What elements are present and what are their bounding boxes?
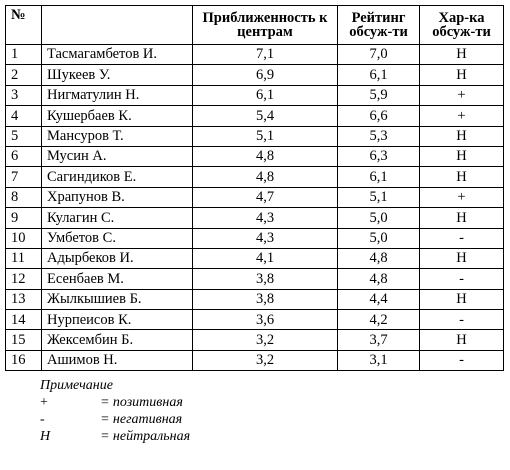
cell-num: 16 — [6, 350, 42, 370]
cell-name: Нурпеисов К. — [42, 310, 193, 330]
header-name — [42, 6, 193, 45]
cell-character: - — [420, 228, 504, 248]
table-row — [6, 289, 504, 309]
cell-name: Храпунов В. — [42, 187, 193, 207]
cell-character: Н — [420, 146, 504, 166]
cell-character: + — [420, 85, 504, 105]
cell-character: Н — [420, 208, 504, 228]
legend-row-negative — [5, 411, 503, 428]
legend-symbol: Н — [40, 429, 51, 445]
legend-meaning: негативная — [112, 412, 183, 428]
table-row — [6, 85, 504, 105]
cell-proximity: 6,9 — [193, 65, 338, 85]
cell-num: 4 — [6, 106, 42, 126]
cell-rating: 4,8 — [338, 248, 420, 268]
table-row — [6, 187, 504, 207]
cell-num: 11 — [6, 248, 42, 268]
table-row — [6, 106, 504, 126]
cell-rating: 6,1 — [338, 167, 420, 187]
table-row — [6, 126, 504, 146]
cell-name: Жексембин Б. — [42, 330, 193, 350]
cell-name: Нигматулин Н. — [42, 85, 193, 105]
legend-row-neutral — [5, 428, 503, 445]
table-row — [6, 146, 504, 166]
cell-proximity: 3,8 — [193, 269, 338, 289]
legend-symbol: + — [40, 395, 48, 411]
cell-character: Н — [420, 330, 504, 350]
cell-proximity: 3,6 — [193, 310, 338, 330]
ratings-table — [5, 5, 504, 371]
table-row — [6, 350, 504, 370]
cell-character: + — [420, 106, 504, 126]
cell-name: Мансуров Т. — [42, 126, 193, 146]
cell-name: Кушербаев К. — [42, 106, 193, 126]
table-row — [6, 208, 504, 228]
table-header-row — [6, 6, 504, 45]
table-row — [6, 65, 504, 85]
cell-rating: 6,6 — [338, 106, 420, 126]
cell-proximity: 3,2 — [193, 330, 338, 350]
cell-character: Н — [420, 65, 504, 85]
cell-rating: 4,4 — [338, 289, 420, 309]
cell-character: Н — [420, 126, 504, 146]
cell-proximity: 3,2 — [193, 350, 338, 370]
cell-rating: 5,0 — [338, 228, 420, 248]
cell-character: - — [420, 310, 504, 330]
table-row — [6, 269, 504, 289]
header-num: № — [6, 6, 42, 45]
cell-character: Н — [420, 289, 504, 309]
cell-name: Мусин А. — [42, 146, 193, 166]
cell-character: - — [420, 350, 504, 370]
cell-name: Шукеев У. — [42, 65, 193, 85]
cell-num: 5 — [6, 126, 42, 146]
legend-row-positive — [5, 394, 503, 411]
cell-num: 8 — [6, 187, 42, 207]
cell-num: 7 — [6, 167, 42, 187]
cell-name: Ашимов Н. — [42, 350, 193, 370]
document — [5, 5, 503, 445]
table-row — [6, 330, 504, 350]
cell-proximity: 7,1 — [193, 45, 338, 65]
cell-num: 6 — [6, 146, 42, 166]
table-row — [6, 228, 504, 248]
cell-proximity: 4,3 — [193, 228, 338, 248]
table-row — [6, 248, 504, 268]
cell-num: 15 — [6, 330, 42, 350]
cell-name: Сагиндиков Е. — [42, 167, 193, 187]
cell-num: 1 — [6, 45, 42, 65]
cell-num: 13 — [6, 289, 42, 309]
cell-num: 14 — [6, 310, 42, 330]
cell-num: 10 — [6, 228, 42, 248]
cell-proximity: 4,7 — [193, 187, 338, 207]
cell-name: Кулагин С. — [42, 208, 193, 228]
cell-proximity: 6,1 — [193, 85, 338, 105]
cell-proximity: 5,4 — [193, 106, 338, 126]
legend-equals: = — [101, 429, 109, 445]
cell-num: 12 — [6, 269, 42, 289]
cell-rating: 5,1 — [338, 187, 420, 207]
cell-rating: 3,1 — [338, 350, 420, 370]
cell-rating: 5,0 — [338, 208, 420, 228]
cell-proximity: 5,1 — [193, 126, 338, 146]
cell-num: 9 — [6, 208, 42, 228]
cell-rating: 4,2 — [338, 310, 420, 330]
legend-equals: = — [101, 395, 109, 411]
table-row — [6, 310, 504, 330]
cell-rating: 3,7 — [338, 330, 420, 350]
cell-name: Тасмагамбетов И. — [42, 45, 193, 65]
legend-symbol: - — [40, 412, 45, 428]
cell-proximity: 4,8 — [193, 146, 338, 166]
cell-rating: 7,0 — [338, 45, 420, 65]
cell-rating: 6,1 — [338, 65, 420, 85]
table-row — [6, 45, 504, 65]
cell-name: Адырбеков И. — [42, 248, 193, 268]
table-note — [5, 377, 503, 445]
cell-proximity: 4,8 — [193, 167, 338, 187]
legend-meaning: нейтральная — [112, 429, 191, 445]
header-character: Хар-ка обсуж-ти — [420, 6, 504, 45]
header-proximity: Приближенность к центрам — [193, 6, 338, 45]
legend-equals: = — [101, 412, 109, 428]
cell-character: Н — [420, 248, 504, 268]
cell-num: 2 — [6, 65, 42, 85]
cell-name: Есенбаев М. — [42, 269, 193, 289]
cell-name: Жылкышиев Б. — [42, 289, 193, 309]
cell-rating: 6,3 — [338, 146, 420, 166]
cell-proximity: 4,3 — [193, 208, 338, 228]
cell-num: 3 — [6, 85, 42, 105]
cell-name: Умбетов С. — [42, 228, 193, 248]
cell-proximity: 4,1 — [193, 248, 338, 268]
legend-meaning: позитивная — [112, 395, 183, 411]
cell-character: - — [420, 269, 504, 289]
cell-character: Н — [420, 167, 504, 187]
cell-rating: 5,3 — [338, 126, 420, 146]
header-rating: Рейтинг обсуж-ти — [338, 6, 420, 45]
note-title: Примечание — [40, 378, 113, 394]
cell-proximity: 3,8 — [193, 289, 338, 309]
cell-rating: 4,8 — [338, 269, 420, 289]
cell-character: Н — [420, 45, 504, 65]
cell-character: + — [420, 187, 504, 207]
table-row — [6, 167, 504, 187]
cell-rating: 5,9 — [338, 85, 420, 105]
